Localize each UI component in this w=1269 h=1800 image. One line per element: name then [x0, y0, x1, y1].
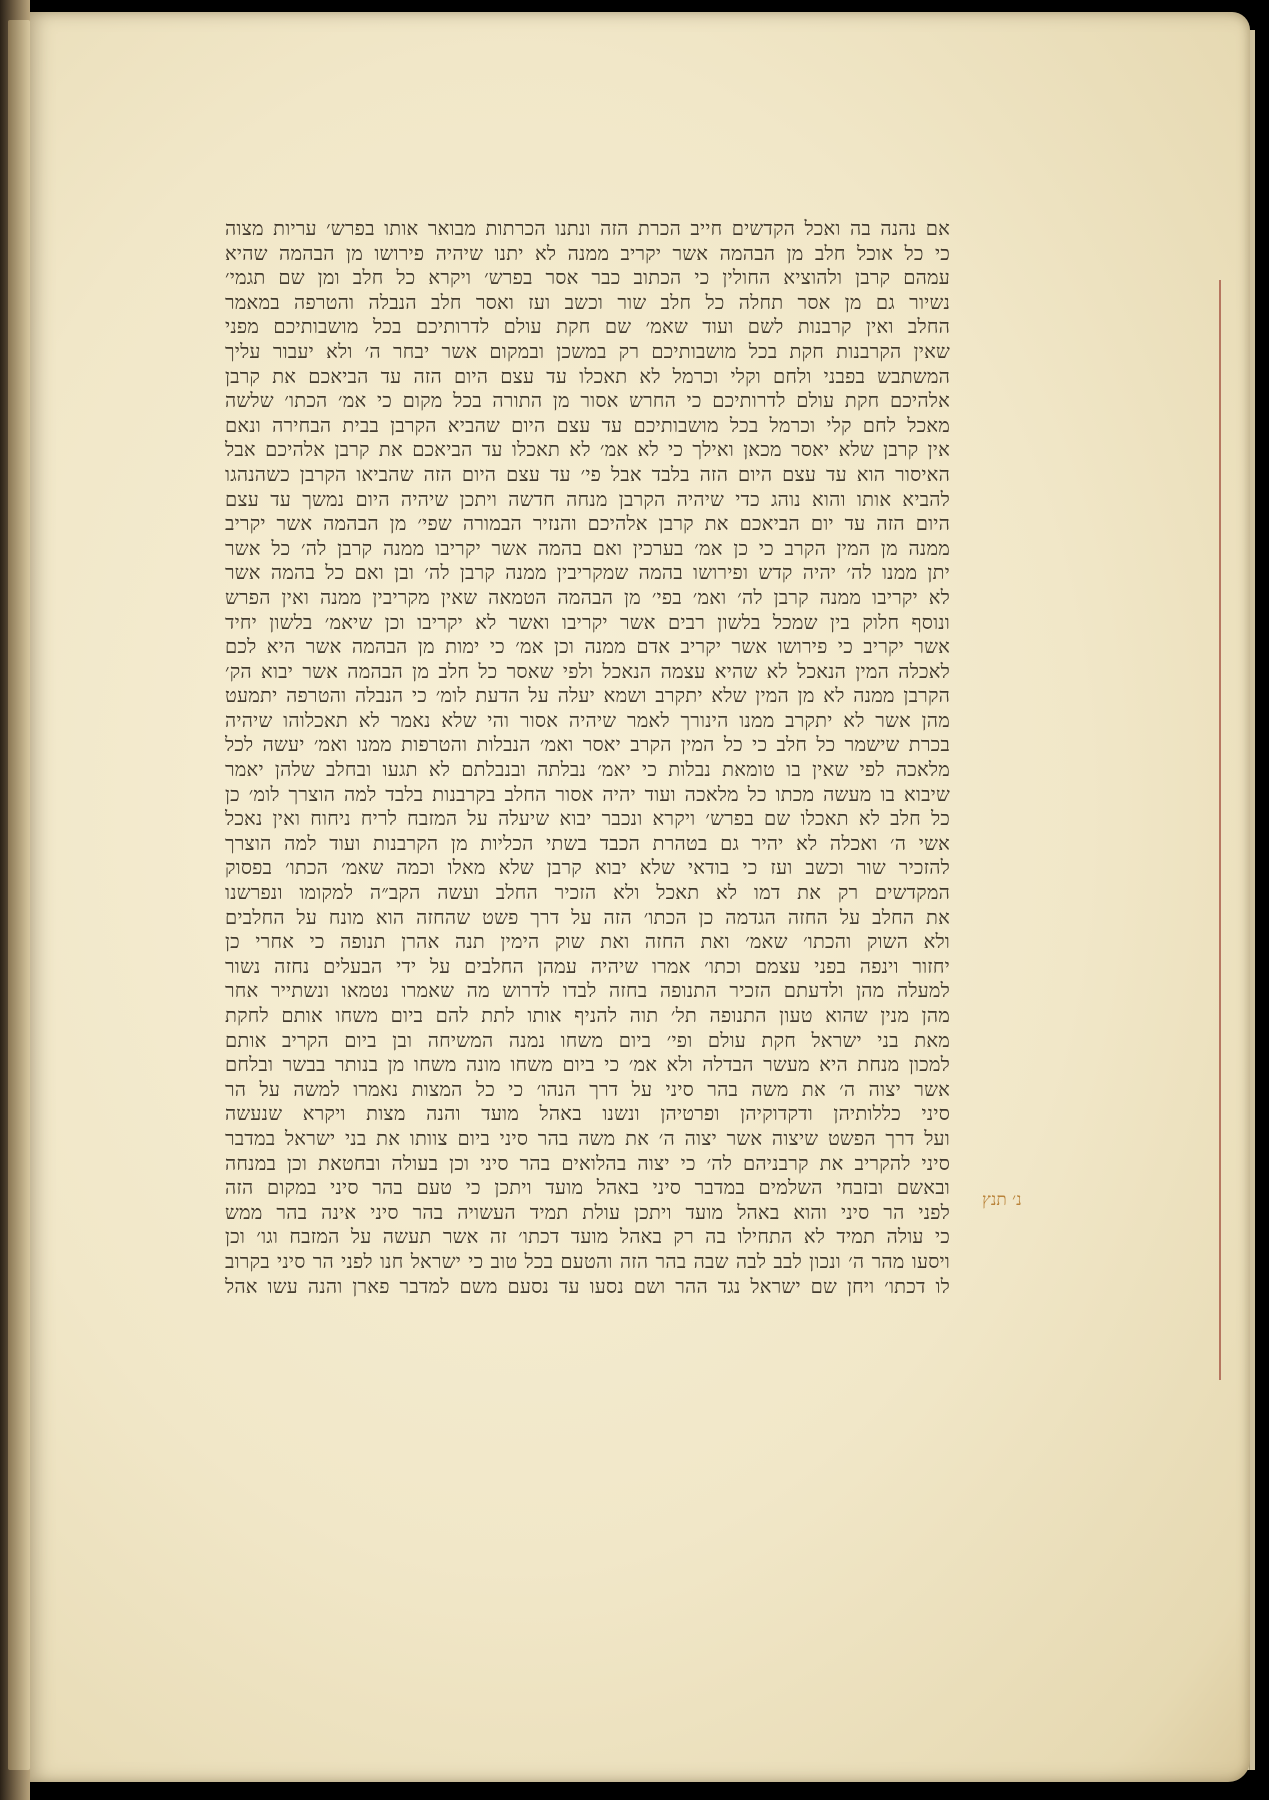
- text-line: מהן אשר לא יתקרב ממנו הינורך לאמר שיהיה אסור והי שלא נאמר לא תאכלוהו שיהיה: [225, 708, 950, 732]
- text-line: ובאשם ובזבחי השלמים במדבר סיני באהל מועד ויתכן כי טעם בהר סיני במקום הזה: [225, 1176, 950, 1200]
- text-line: סיני להקריב את קרבניהם לה׳ כי יצוה בהלואים בהר סיני וכן בעולה ובחטאת וכן במנחה: [225, 1151, 950, 1175]
- text-line: את החלב על החזה הגדמה כן הכתו׳ הזה על דרך פשט שהחזה הוא מונח על החלבים: [225, 905, 950, 929]
- text-line: אשר יקריב כי פירושו אשר יקריב אדם ממנה וכן אמ׳ כי ימות מן הבהמה אשר היא לכם: [225, 635, 950, 659]
- text-line: יחזור וינפה בפני עצמם וכתו׳ אמרו שיהיה עמהן החלבים על ידי הבעלים נחזה נשור: [225, 954, 950, 978]
- text-line: לו דכתו׳ ויחן שם ישראל נגד ההר ושם נסעו עד נסעם משם למדבר פארן והנה עשו אהל: [225, 1274, 950, 1298]
- text-line: להזכיר שור וכשב ועז כי בודאי שלא יבוא קרבן שלא מאלו וכמה שאמ׳ הכתו׳ בפסוק: [225, 856, 950, 880]
- text-line: כי כל אוכל חלב מן הבהמה אשר יקריב ממנה לא יתנו שיהיה פירושו מן הבהמה שהיא: [225, 241, 950, 265]
- text-line: יתן ממנו לה׳ יהיה קדש ופירושו בהמה שמקריבין ממנה קרבן לה׳ ובן ואם כל בהמה אשר: [225, 561, 950, 585]
- text-line: לאכלה המין הנאכל לא שהיא עצמה הנאכל ולפי שאסר כל חלב מן הבהמה אשר יבוא הק׳: [225, 659, 950, 683]
- text-line: סיני כללותיהן ודקדוקיהן ופרטיהן ונשנו באהל מועד והנה מצות ויקרא שנעשה: [225, 1102, 950, 1126]
- binding-edge: [0, 0, 30, 1800]
- text-line: להביא אותו והוא נוהג כדי שיהיה הקרבן מנחה חדשה ויתכן שיהיה היום נמשך עד עצם: [225, 487, 950, 511]
- text-line: בכרת שישמר כל חלב כי כל המין הקרב יאסר ואמ׳ הנבלות והטרפות ממנו ואמ׳ יעשה לכל: [225, 733, 950, 757]
- text-line: למכון מנחת היא מעשר הבדלה ולא אמ׳ כי ביום משחו מונה משחו מן בנותר בבשר ובלחם: [225, 1053, 950, 1077]
- text-line: ועל דרך הפשט שיצוה אשר יצוה ה׳ את משה בהר סיני ביום צוותו את בני ישראל במדבר: [225, 1126, 950, 1150]
- text-line: מאת בני ישראל חקת עולם ופי׳ ביום משחו נמנה המשיחה ובן ביום הקריב אותם: [225, 1028, 950, 1052]
- text-line: אשר יצוה ה׳ את משה בהר סיני על דרך הנהו׳ כי כל המצות נאמרו למשה על הר: [225, 1077, 950, 1101]
- text-line: למעלה מהן ולדעתם הזכיר התנופה בחזה לבדו לדרוש מה שאמרו נטמאו ונשתייר אחר: [225, 979, 950, 1003]
- text-line: כל חלב לא תאכלו שם בפרש׳ ויקרא ונכבר יבוא שיעלה על המזבח לריח ניחוח ואין נאכל: [225, 807, 950, 831]
- margin-note: נ׳ תנץ: [982, 1190, 1022, 1210]
- text-line: מהן מנין שהוא טעון התנופה תל׳ תוה להניף אותו לתת להם ביום משחו אותם לחקת: [225, 1004, 950, 1027]
- text-line: המשתבש בפבני ולחם וקלי וכרמל לא תאכלו עד עצם היום הזה עד הביאכם את קרבן: [225, 364, 950, 388]
- red-page-edge: [1219, 280, 1221, 1380]
- previous-leaf-edge: [8, 20, 30, 1770]
- text-line: אין קרבן שלא יאסר מכאן ואילך כי לא אמ׳ לא תאכלו עד הביאכם את קרבן אלהיכם אבל: [225, 438, 950, 462]
- text-line: שיבוא בו מעשה מכתו כל מלאכה ועוד יהיה אסור החלב בקרבנות בלבד למה הוצרך לומ׳ כן: [225, 782, 950, 806]
- text-line: הקרבן ממנה לא מן המין שלא יתקרב ושמא יעלה על הדעת לומ׳ כי הנבלה והטרפה יתמעט: [225, 684, 950, 708]
- text-line: מלאכה לפי שאין בו טומאת נבלות כי יאמ׳ נבלתה ובנבלתם לא תגעו ובחלב שלהן יאמר: [225, 758, 950, 782]
- text-line: המקדשים רק את דמו לא תאכל ולא הזכיר החלב ועשה הקב״ה למקומו ונפרשנו: [225, 881, 950, 905]
- text-line: אם נהנה בה ואכל הקדשים חייב הכרת הזה ונתנו הכרתות מבואר אותו בפרש׳ עריות מצוה: [225, 217, 950, 240]
- text-line: החלב ואין קרבנות לשם ועוד שאמ׳ שם חקת עולם לדרותיכם בכל מושבותיכם מפני: [225, 315, 950, 339]
- hebrew-text-block: [225, 217, 950, 1397]
- text-line: אלהיכם חקת עולם לדרותיכם כי החרש אסור מן התורה בכל מקום כי אמ׳ הכתו׳ שלשה: [225, 389, 950, 413]
- text-line: ולא השוק והכתו׳ שאמ׳ ואת החזה ואת שוק הימין תנה אהרן תנופה כי אחרי כן: [225, 930, 950, 954]
- text-line: אשי ה׳ ואכלה לא יהיר גם בטהרת הכבד בשתי הכליות מן הקרבנות ועוד למה הוצרך: [225, 831, 950, 855]
- text-line: היום הזה עד יום הביאכם את קרבן אלהיכם והנזיר הבמורה שפי׳ מן הבהמה אשר יקריב: [225, 512, 950, 536]
- text-line: ונוסף חלוק בין שמכל בלשון רבים אשר יקריבו ואשר לא יקריבו וכן שיאמ׳ בלשון יחיד: [225, 610, 950, 634]
- text-line: לפני הר סיני והוא באהל מועד ויתכן עולת תמיד העשויה בהר סיני אינה בהר ממש: [225, 1200, 950, 1224]
- text-line: שאין הקרבנות חקת בכל מושבותיכם רק במשכן ובמקום אשר יבחר ה׳ ולא יעבור עליך: [225, 339, 950, 363]
- text-line: כי עולה תמיד לא התחילו בה רק באהל מועד דכתו׳ זה אשר תעשה על המזבח וגו׳ וכן: [225, 1225, 950, 1249]
- text-line: מאכל לחם קלי וכרמל בכל מושבותיכם עד עצם היום שהביא הקרבן בבית הבחירה ונאם: [225, 413, 950, 437]
- text-line: לא יקריבו ממנה קרבן לה׳ ואמ׳ בפי׳ מן הבהמה הטמאה שאין מקריבין ממנה ואין הפרש: [225, 585, 950, 609]
- text-line: עמהם קרבן ולהוציא החולין כי הכתוב כבר אסר בפרש׳ ויקרא כל חלב ומן שם תגמי׳: [225, 266, 950, 290]
- text-line: ממנה מן המין הקרב כי כן אמ׳ בערכין ואם בהמה אשר יקריבו ממנה קרבן לה׳ כל אשר: [225, 536, 950, 560]
- text-line: נשיור גם מן אסר תחלה כל חלב שור וכשב ועז ואסר חלב הנבלה והטרפה במאמר: [225, 290, 950, 314]
- text-line: ויסעו מהר ה׳ ונכון לבב לבה שבה בהר הזה והטעם בכל טוב כי ישראל חנו לפני הר סיני בקרוב: [225, 1249, 950, 1273]
- parchment-folio: [30, 12, 1250, 1782]
- text-line: האיסור הוא עד עצם היום הזה בלבד אבל פי׳ עד עצם היום הזה שהביאו הקרבן כשהנהגו: [225, 462, 950, 486]
